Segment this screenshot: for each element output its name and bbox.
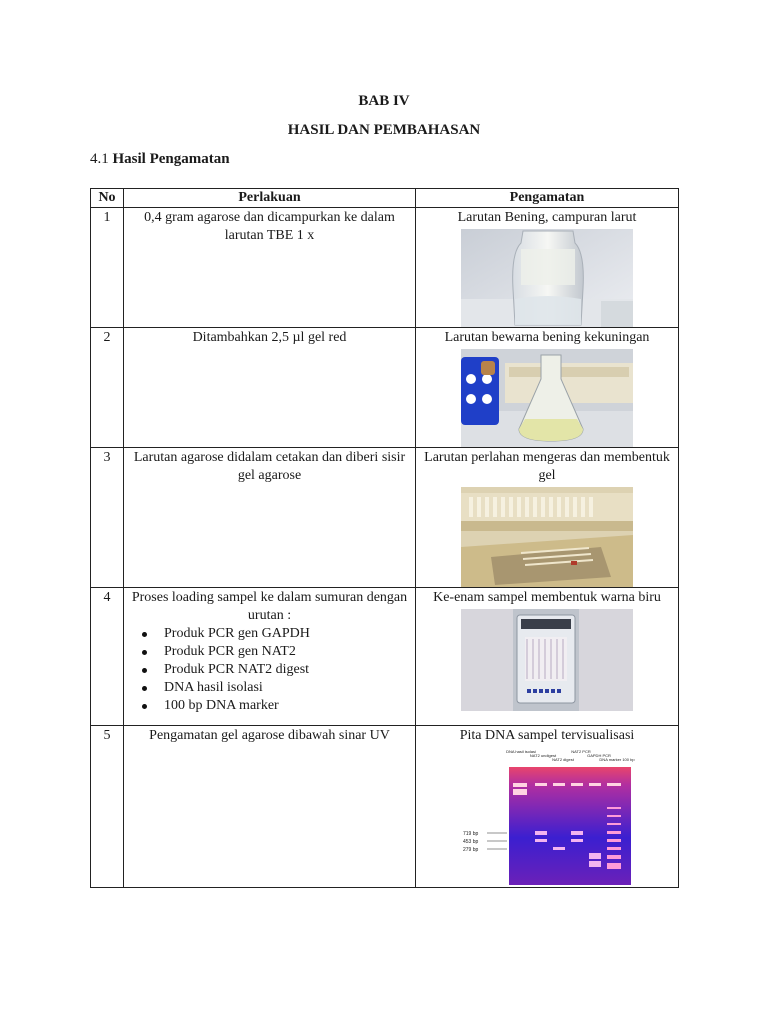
table-row [91, 726, 679, 888]
uv-gel-electrophoresis-photo [457, 747, 637, 887]
table-header-row [91, 189, 679, 208]
list-item: DNA hasil isolasi [134, 679, 411, 697]
table-row [91, 448, 679, 588]
table-row [91, 328, 679, 448]
gel-casting-tray-photo [461, 487, 633, 587]
band-marker-label: 719 bp [463, 831, 479, 837]
chapter-title: BAB IV [358, 93, 410, 109]
observation-text: Larutan perlahan mengeras dan membentuk gel [424, 450, 670, 483]
cell-no: 4 [91, 588, 124, 726]
cell-no: 3 [91, 448, 124, 588]
perlakuan-text: Proses loading sampel ke dalam sumuran dengan urutan : [131, 590, 408, 623]
list-item: Produk PCR gen GAPDH [134, 625, 411, 643]
lane-label: NAT2 PCR [571, 749, 591, 754]
cell-no: 5 [91, 726, 124, 888]
observation-text: Larutan Bening, campuran larut [457, 210, 637, 225]
cell-pengamatan [416, 328, 679, 448]
cell-no: 2 [91, 328, 124, 448]
cell-perlakuan: Larutan agarose didalam cetakan dan diberi sisir gel agarose [124, 448, 416, 588]
cell-perlakuan: Pengamatan gel agarose dibawah sinar UV [124, 726, 416, 888]
observation-text: Larutan bewarna bening kekuningan [444, 330, 650, 345]
list-item: Produk PCR gen NAT2 [134, 643, 411, 661]
cell-pengamatan [416, 208, 679, 328]
sample-list [128, 625, 411, 715]
table-row [91, 208, 679, 328]
list-item: 100 bp DNA marker [134, 697, 411, 715]
band-marker-label: 279 bp [463, 847, 479, 853]
cell-pengamatan [416, 588, 679, 726]
header-pengamatan: Pengamatan [416, 189, 679, 208]
section-number: 4.1 [90, 151, 109, 167]
flask-yellow-solution-photo [461, 349, 633, 447]
cell-no: 1 [91, 208, 124, 328]
lane-label: DNA hasil isolasi [506, 749, 536, 754]
chapter-heading: HASIL DAN PEMBAHASAN [287, 122, 481, 138]
cell-perlakuan: 0,4 gram agarose dan dicampurkan ke dalam larutan TBE 1 x [124, 208, 416, 328]
observation-text: Ke-enam sampel membentuk warna biru [433, 590, 661, 605]
header-no: No [91, 189, 124, 208]
cell-perlakuan [124, 588, 416, 726]
lane-label: DNA marker 100 bp [599, 757, 635, 762]
cell-pengamatan [416, 448, 679, 588]
cell-perlakuan: Ditambahkan 2,5 µl gel red [124, 328, 416, 448]
section-title [90, 151, 230, 168]
list-item: Produk PCR NAT2 digest [134, 661, 411, 679]
observation-text: Pita DNA sampel tervisualisasi [459, 728, 635, 743]
gel-loading-photo [461, 609, 633, 711]
section-name: Hasil Pengamatan [112, 151, 230, 167]
lane-label: NAT2 digest [552, 757, 574, 762]
cell-pengamatan [416, 726, 679, 888]
lane-label: NAT2 undigest [529, 753, 557, 758]
table-row [91, 588, 679, 726]
header-perlakuan: Perlakuan [124, 189, 416, 208]
beaker-clear-solution-photo [461, 229, 633, 327]
lane-label: GAPDH PCR [587, 753, 611, 758]
observation-table [90, 188, 679, 888]
band-marker-label: 453 bp [463, 839, 479, 845]
